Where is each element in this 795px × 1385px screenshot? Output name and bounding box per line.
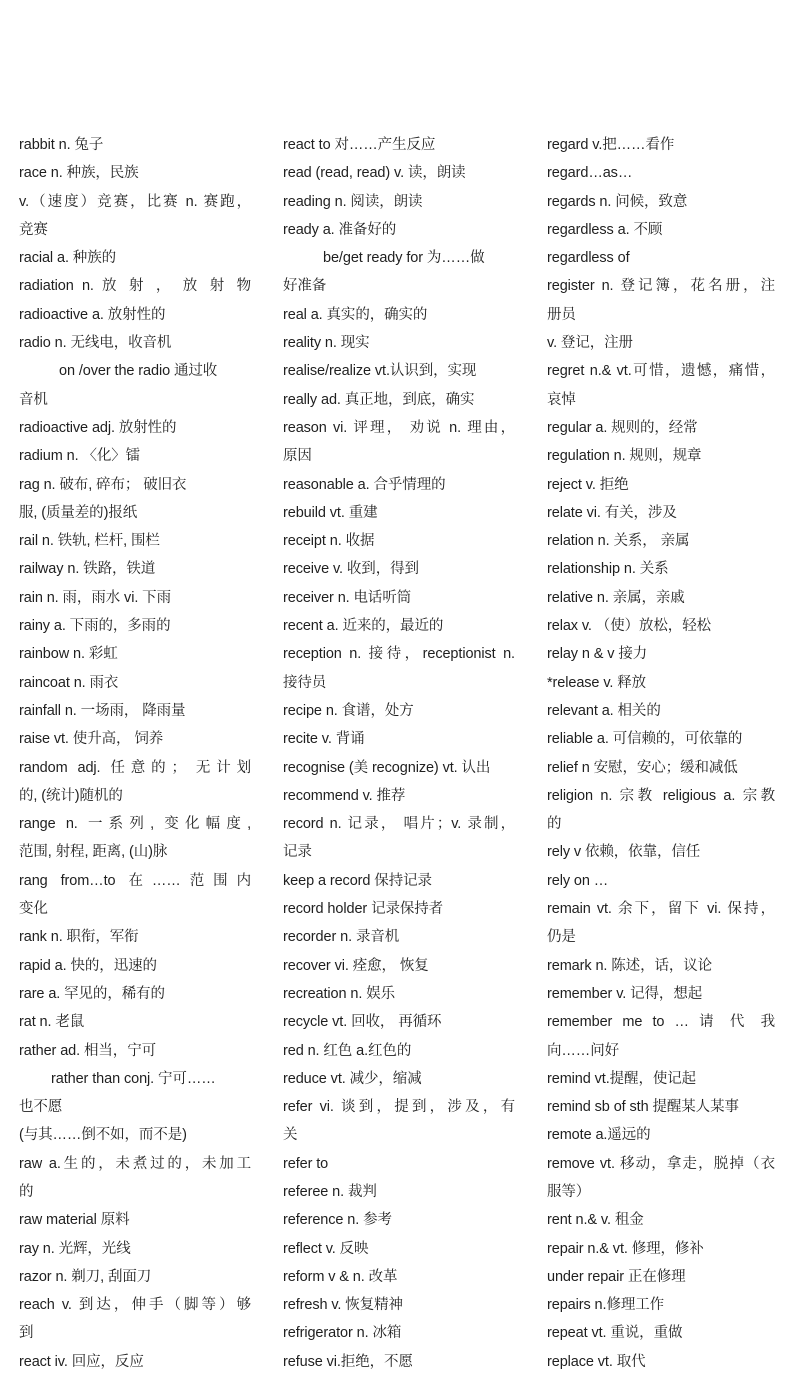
vocabulary-line: razor n. 剃刀, 刮面刀 [19, 1268, 152, 1285]
vocabulary-line: 关 [283, 1127, 298, 1144]
vocabulary-line: refer to [283, 1155, 329, 1172]
vocabulary-line: 原因 [283, 448, 312, 465]
vocabulary-line: 到 [19, 1325, 34, 1342]
vocabulary-line: reality n. 现实 [283, 335, 370, 352]
vocabulary-line: raw a.生的，未煮过的，未加工 [19, 1155, 251, 1172]
vocabulary-column-2 [283, 131, 515, 1376]
vocabulary-line: reasonable a. 合乎情理的 [283, 476, 446, 493]
vocabulary-line: relay n & v 接力 [547, 646, 648, 663]
vocabulary-line: 仍是 [547, 929, 576, 946]
vocabulary-line: on /over the radio 通过收 [59, 363, 218, 380]
vocabulary-line: refer vi. 谈到，提到，涉及，有 [283, 1099, 515, 1116]
vocabulary-line: reliable a. 可信赖的，可依靠的 [547, 731, 743, 748]
vocabulary-line: refresh v. 恢复精神 [283, 1297, 403, 1314]
vocabulary-line: recover vi. 痊愈， 恢复 [283, 957, 429, 974]
vocabulary-line: relationship n. 关系 [547, 561, 669, 578]
vocabulary-line: realise/realize vt.认识到，实现 [283, 363, 477, 380]
vocabulary-line: rain n. 雨，雨水 vi. 下雨 [19, 589, 171, 606]
vocabulary-line: rapid a. 快的，迅速的 [19, 957, 157, 974]
vocabulary-line: 记录 [283, 844, 312, 861]
vocabulary-line: 竞赛 [19, 221, 48, 238]
vocabulary-line: rainbow n. 彩虹 [19, 646, 118, 663]
vocabulary-line: random adj. 任意的； 无计划 [19, 759, 251, 776]
vocabulary-line: radiation n. 放 射 ， 放 射 物 [19, 278, 251, 295]
vocabulary-line: recognise (美 recognize) vt. 认出 [283, 759, 491, 776]
vocabulary-line: rail n. 铁轨, 栏杆, 围栏 [19, 533, 160, 550]
vocabulary-line: 册员 [547, 306, 576, 323]
vocabulary-line: rare a. 罕见的，稀有的 [19, 985, 165, 1002]
vocabulary-line: 也不愿 [19, 1099, 63, 1116]
vocabulary-line: register n. 登记簿，花名册，注 [547, 278, 775, 295]
vocabulary-line: race n. 种族，民族 [19, 165, 139, 182]
vocabulary-line: radio n. 无线电，收音机 [19, 335, 172, 352]
vocabulary-line: 的, (统计)随机的 [19, 787, 123, 804]
vocabulary-line: rebuild vt. 重建 [283, 504, 378, 521]
vocabulary-line: keep a record 保持记录 [283, 872, 432, 889]
vocabulary-line: 的 [19, 1183, 34, 1200]
vocabulary-line: reception n. 接待，receptionist n. [283, 646, 515, 663]
vocabulary-line: rent n.& v. 租金 [547, 1212, 644, 1229]
vocabulary-line: recent a. 近来的，最近的 [283, 618, 444, 635]
vocabulary-line: remain vt. 余下，留下 vi. 保持， [547, 901, 775, 918]
vocabulary-line: regardless of [547, 250, 630, 267]
vocabulary-line: v. 登记，注册 [547, 335, 633, 352]
vocabulary-line: be/get ready for 为……做 [323, 250, 485, 267]
vocabulary-line: referee n. 裁判 [283, 1183, 377, 1200]
vocabulary-line: railway n. 铁路，铁道 [19, 561, 156, 578]
vocabulary-line: receipt n. 收据 [283, 533, 375, 550]
vocabulary-line: under repair 正在修理 [547, 1268, 686, 1285]
vocabulary-line: regard…as… [547, 165, 633, 182]
vocabulary-line: rainy a. 下雨的，多雨的 [19, 618, 171, 635]
vocabulary-line: relief n 安慰，安心；缓和减低 [547, 759, 738, 776]
vocabulary-line: regret n.& vt.可惜，遗憾，痛惜， [547, 363, 775, 380]
vocabulary-line: regard v.把……看作 [547, 137, 675, 153]
vocabulary-line: remote a.遥远的 [547, 1127, 651, 1144]
vocabulary-line: remind sb of sth 提醒某人某事 [547, 1099, 739, 1116]
vocabulary-line: reason vi. 评理， 劝说 n. 理由， [283, 419, 515, 436]
vocabulary-line: rely v 依赖，依靠，信任 [547, 844, 701, 861]
vocabulary-line: rainfall n. 一场雨， 降雨量 [19, 702, 186, 719]
vocabulary-line: 接待员 [283, 674, 327, 691]
vocabulary-line: relevant a. 相关的 [547, 702, 661, 719]
vocabulary-line: (与其……倒不如，而不是) [19, 1127, 187, 1144]
vocabulary-line: 服, (质量差的)报纸 [19, 504, 138, 521]
vocabulary-line: recommend v. 推荐 [283, 787, 406, 804]
vocabulary-line: relax v. （使）放松，轻松 [547, 618, 711, 635]
vocabulary-line: reference n. 参考 [283, 1212, 392, 1229]
vocabulary-line: raw material 原料 [19, 1212, 130, 1229]
vocabulary-line: receiver n. 电话听筒 [283, 589, 412, 606]
vocabulary-line: reform v & n. 改革 [283, 1268, 398, 1285]
vocabulary-line: rely on … [547, 872, 609, 889]
vocabulary-line: 音机 [19, 391, 48, 408]
vocabulary-column-1 [19, 131, 251, 1376]
vocabulary-line: reading n. 阅读，朗读 [283, 193, 423, 210]
vocabulary-line: repairs n.修理工作 [547, 1297, 665, 1314]
vocabulary-line: reach v. 到达，伸手（脚等）够 [19, 1297, 251, 1314]
vocabulary-line: read (read, read) v. 读，朗读 [283, 165, 466, 182]
vocabulary-line: radioactive a. 放射性的 [19, 306, 166, 323]
vocabulary-line: 变化 [19, 901, 48, 918]
vocabulary-line: reject v. 拒绝 [547, 476, 629, 493]
vocabulary-line: relative n. 亲属，亲戚 [547, 589, 685, 606]
vocabulary-line: recreation n. 娱乐 [283, 985, 396, 1002]
vocabulary-line: rank n. 职衔，军衔 [19, 929, 139, 946]
vocabulary-line: refrigerator n. 冰箱 [283, 1325, 402, 1342]
vocabulary-line: range n. 一系列, 变化幅度, [19, 816, 251, 833]
vocabulary-line: rat n. 老鼠 [19, 1014, 85, 1031]
vocabulary-line: racial a. 种族的 [19, 250, 116, 267]
vocabulary-line: remark n. 陈述，话，议论 [547, 957, 713, 974]
vocabulary-line: repair n.& vt. 修理，修补 [547, 1240, 704, 1257]
vocabulary-line: regards n. 问候，致意 [547, 193, 688, 210]
vocabulary-line: regulation n. 规则，规章 [547, 448, 702, 465]
vocabulary-column-3 [547, 131, 775, 1376]
vocabulary-line: react to 对……产生反应 [283, 137, 436, 153]
vocabulary-line: 哀悼 [547, 391, 576, 408]
vocabulary-line: *release v. 释放 [547, 674, 647, 691]
vocabulary-line: really ad. 真正地，到底，确实 [283, 391, 475, 408]
vocabulary-line: 服等） [547, 1183, 591, 1200]
vocabulary-line: 好准备 [283, 278, 327, 295]
vocabulary-line: rabbit n. 兔子 [19, 137, 104, 153]
vocabulary-line: radioactive adj. 放射性的 [19, 419, 177, 436]
vocabulary-line: 范围, 射程, 距离, (山)脉 [19, 844, 168, 861]
vocabulary-line: record holder 记录保持者 [283, 901, 444, 918]
vocabulary-line: recorder n. 录音机 [283, 929, 400, 946]
vocabulary-line: 向……问好 [547, 1042, 619, 1059]
vocabulary-line: remember v. 记得，想起 [547, 985, 703, 1002]
vocabulary-line: recipe n. 食谱，处方 [283, 702, 414, 719]
vocabulary-line: recycle vt. 回收， 再循环 [283, 1014, 442, 1031]
vocabulary-line: rather ad. 相当，宁可 [19, 1042, 156, 1059]
vocabulary-line: remove vt. 移动，拿走，脱掉（衣 [547, 1155, 775, 1172]
vocabulary-line: rather than conj. 宁可…… [51, 1070, 216, 1087]
vocabulary-line: radium n. 〈化〉镭 [19, 448, 141, 465]
vocabulary-line: recite v. 背诵 [283, 731, 365, 748]
vocabulary-line: real a. 真实的，确实的 [283, 306, 428, 323]
vocabulary-line: 的 [547, 816, 562, 833]
vocabulary-line: reflect v. 反映 [283, 1240, 369, 1257]
vocabulary-line: relation n. 关系， 亲属 [547, 533, 690, 550]
vocabulary-line: record n. 记录， 唱片；v. 录制， [283, 816, 515, 833]
vocabulary-line: raincoat n. 雨衣 [19, 674, 119, 691]
vocabulary-line: ready a. 准备好的 [283, 221, 397, 238]
vocabulary-line: regardless a. 不顾 [547, 221, 663, 238]
vocabulary-line: relate vi. 有关，涉及 [547, 504, 677, 521]
vocabulary-line: red n. 红色 a.红色的 [283, 1042, 412, 1059]
vocabulary-line: repeat vt. 重说，重做 [547, 1325, 683, 1342]
vocabulary-line: remember me to … 请 代 我 [547, 1014, 775, 1031]
vocabulary-line: react iv. 回应，反应 [19, 1353, 144, 1370]
vocabulary-line: refuse vi.拒绝，不愿 [283, 1353, 413, 1370]
vocabulary-line: remind vt.提醒，使记起 [547, 1070, 697, 1087]
vocabulary-line: rang from…to 在……范围内 [19, 872, 251, 889]
vocabulary-line: rag n. 破布, 碎布； 破旧衣 [19, 476, 187, 493]
vocabulary-line: regular a. 规则的，经常 [547, 419, 698, 436]
vocabulary-line: reduce vt. 减少，缩减 [283, 1070, 422, 1087]
vocabulary-line: receive v. 收到，得到 [283, 561, 419, 578]
vocabulary-line: v.（速度）竞赛，比赛 n. 赛跑， [19, 193, 251, 210]
vocabulary-line: replace vt. 取代 [547, 1353, 646, 1370]
vocabulary-line: religion n. 宗教 religious a. 宗教 [547, 787, 775, 804]
vocabulary-line: raise vt. 使升高， 饲养 [19, 731, 164, 748]
vocabulary-line: ray n. 光辉，光线 [19, 1240, 131, 1257]
